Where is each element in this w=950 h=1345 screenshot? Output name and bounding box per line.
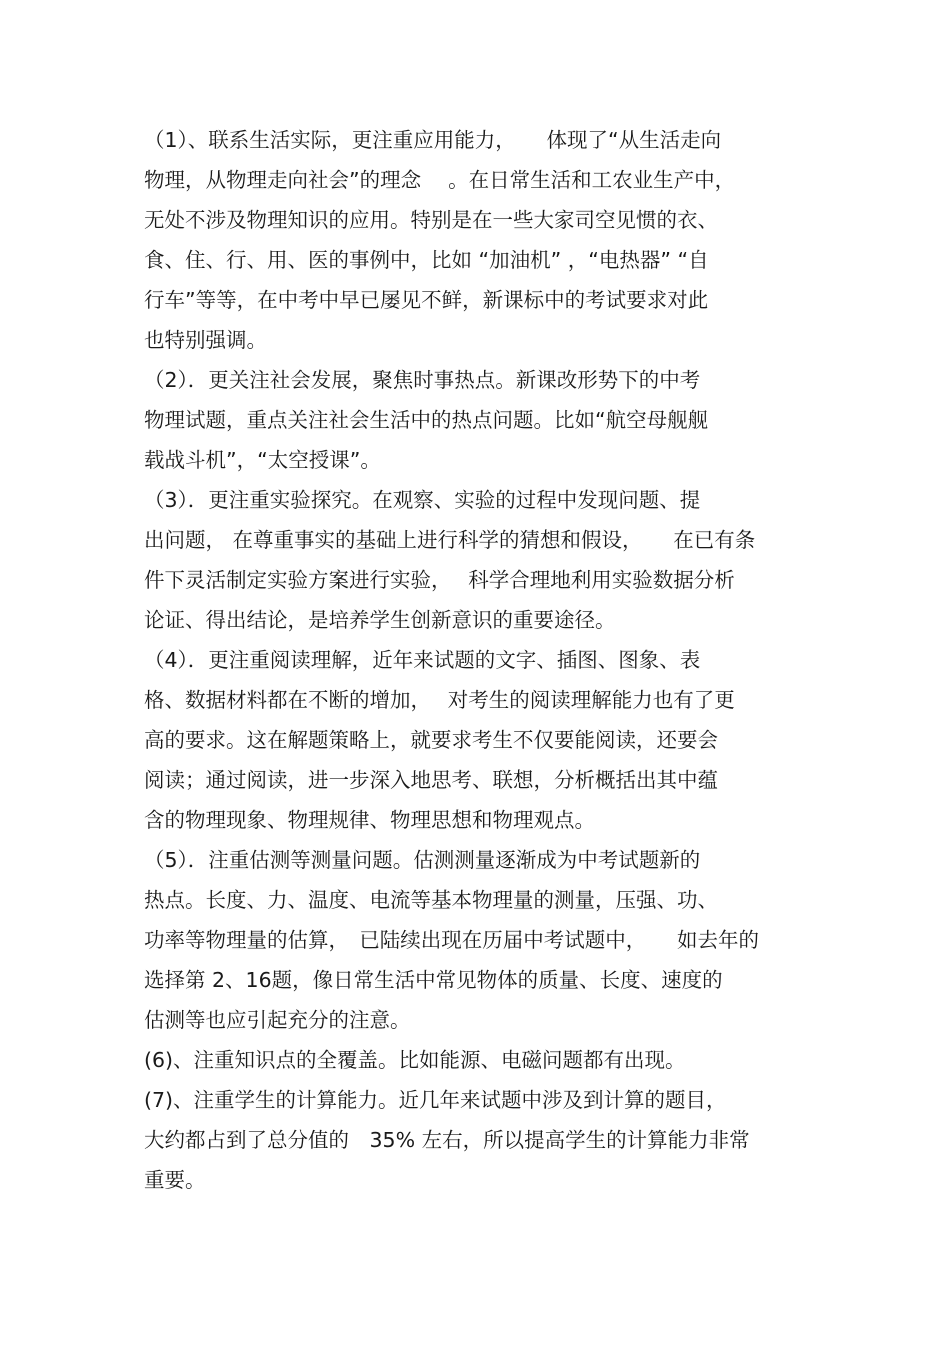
text-line: 食、住、行、用、医的事例中，比如 “加油机” ，“电热器” “自	[144, 248, 709, 272]
text-line: 功率等物理量的估算， 已陆续出现在历届中考试题中， 如去年的	[144, 928, 759, 952]
text-line: (7)、注重学生的计算能力。近几年来试题中涉及到计算的题目，	[144, 1088, 727, 1112]
text-line: 含的物理现象、物理规律、物理思想和物理观点。	[144, 808, 595, 832]
text-line: 行车”等等，在中考中早已屡见不鲜，新课标中的考试要求对此	[144, 288, 709, 312]
text-line: （5）．注重估测等测量问题。估测测量逐渐成为中考试题新的	[144, 848, 701, 872]
document-body	[144, 120, 844, 1200]
text-line: 物理，从物理走向社会”的理念 。在日常生活和工农业生产中，	[144, 168, 736, 192]
text-line: 选择第 2、16题，像日常生活中常见物体的质量、长度、速度的	[144, 968, 723, 992]
text-line: 也特别强调。	[144, 328, 267, 352]
text-line: 格、数据材料都在不断的增加， 对考生的阅读理解能力也有了更	[144, 688, 735, 712]
text-line: 论证、得出结论，是培养学生创新意识的重要途径。	[144, 608, 616, 632]
text-line: （3）．更注重实验探究。在观察、实验的过程中发现问题、提	[144, 488, 701, 512]
text-line: 估测等也应引起充分的注意。	[144, 1008, 411, 1032]
text-line: 件下灵活制定实验方案进行实验， 科学合理地利用实验数据分析	[144, 568, 735, 592]
text-line: 大约都占到了总分值的 35% 左右，所以提高学生的计算能力非常	[144, 1128, 750, 1152]
text-line: 热点。长度、力、温度、电流等基本物理量的测量，压强、功、	[144, 888, 718, 912]
text-line: 重要。	[144, 1168, 206, 1192]
text-line: 出问题， 在尊重事实的基础上进行科学的猜想和假设， 在已有条	[144, 528, 756, 552]
text-line: （1）、联系生活实际，更注重应用能力， 体现了“从生活走向	[144, 128, 722, 152]
text-line: （4）．更注重阅读理解，近年来试题的文字、插图、图象、表	[144, 648, 701, 672]
text-line: 物理试题，重点关注社会生活中的热点问题。比如“航空母舰舰	[144, 408, 709, 432]
text-line: 无处不涉及物理知识的应用。特别是在一些大家司空见惯的衣、	[144, 208, 718, 232]
text-line: (6)、注重知识点的全覆盖。比如能源、电磁问题都有出现。	[144, 1048, 686, 1072]
text-line: 载战斗机”，“太空授课”。	[144, 448, 381, 472]
text-line: 高的要求。这在解题策略上，就要求考生不仅要能阅读，还要会	[144, 728, 718, 752]
text-line: 阅读；通过阅读，进一步深入地思考、联想，分析概括出其中蕴	[144, 768, 718, 792]
text-line: （2）．更关注社会发展，聚焦时事热点。新课改形势下的中考	[144, 368, 701, 392]
